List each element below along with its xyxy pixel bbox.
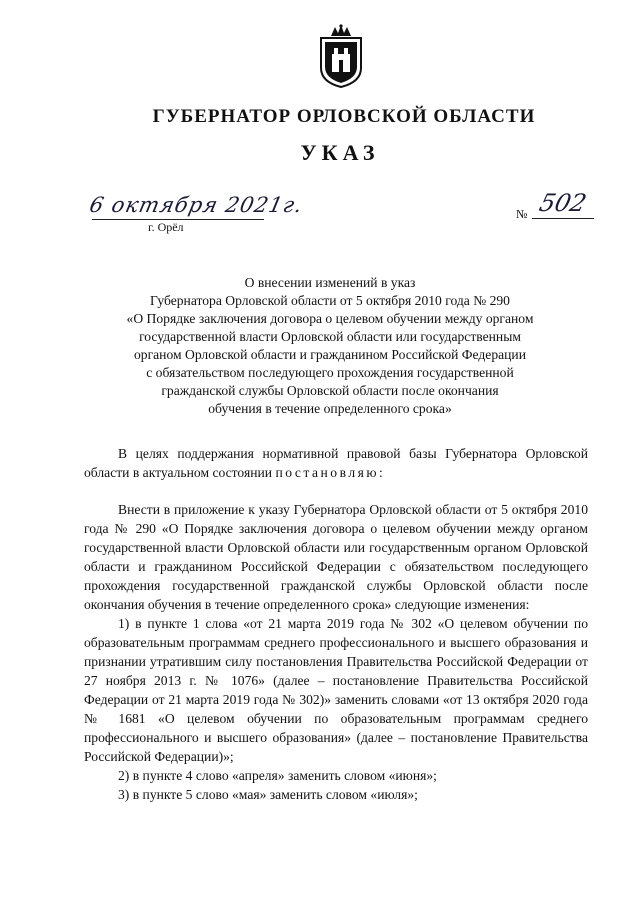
amendment-item: 2) в пункте 4 слово «апреля» заменить словом «июня»; [118, 768, 437, 783]
city-label: г. Орёл [148, 220, 184, 234]
decree-word: постановляю: [275, 465, 386, 480]
decree-subject [100, 274, 560, 418]
subject-line: Губернатора Орловской области от 5 октября 2010 года № 290 [150, 293, 510, 308]
subject-line: с обязательством последующего прохождения государственной [146, 365, 514, 380]
issuing-authority: ГУБЕРНАТОР ОРЛОВСКОЙ ОБЛАСТИ [152, 106, 536, 127]
subject-line: гражданской службы Орловской области после окончания [161, 383, 499, 398]
document-type: УКАЗ [300, 140, 380, 165]
handwritten-number: 502 [536, 189, 590, 217]
subject-line: государственной власти Орловской области или государственным [139, 329, 521, 344]
main-paragraph: Внести в приложение к указу Губернатора Орловской области от 5 октября 2010 года № 290 «О Порядке заключения договора о целевом обучении между органом государственной власти Орловской области или государственным органом Орловской области и гражданином Российской Федерации с обязательством последующего прохождения государственной гражданской службы Орловской области после окончания обучения в течение определенного срока» следующие изменения: [84, 502, 588, 612]
number-label: № [516, 207, 528, 221]
preamble-paragraph [84, 444, 588, 482]
subject-line: органом Орловской области и гражданином Российской Федерации [133, 347, 526, 362]
coat-of-arms-emblem [318, 24, 364, 88]
decree-body [84, 444, 588, 804]
preamble-text: В целях поддержания нормативной правовой базы Губернатора Орловской области в актуальном состоянии [84, 446, 588, 480]
subject-line: О внесении изменений в указ [244, 275, 416, 290]
amendment-item: 3) в пункте 5 слово «мая» заменить словом «июля»; [118, 787, 418, 802]
subject-line: обучения в течение определенного срока» [208, 401, 452, 416]
handwritten-date: 6 октября 2021г. [87, 193, 306, 217]
number-underline [532, 218, 594, 219]
amendment-item: 1) в пункте 1 слова «от 21 марта 2019 года № 302 «О целевом обучении по образовательным программам среднего профессионального и высшего образования и признании утратившим силу постановления Правительства Российской Федерации от 27 ноября 2013 г. № 1076» (далее – постановление Правительства Российской Федерации от 21 марта 2019 года № 302)» заменить словами «от 13 октября 2020 года № 1681 «О целевом обучении по образовательным программам среднего профессионального и высшего образования» (далее – постановление Правительства Российской Федерации)»; [84, 616, 588, 764]
subject-line: «О Порядке заключения договора о целевом обучении между органом [126, 311, 534, 326]
